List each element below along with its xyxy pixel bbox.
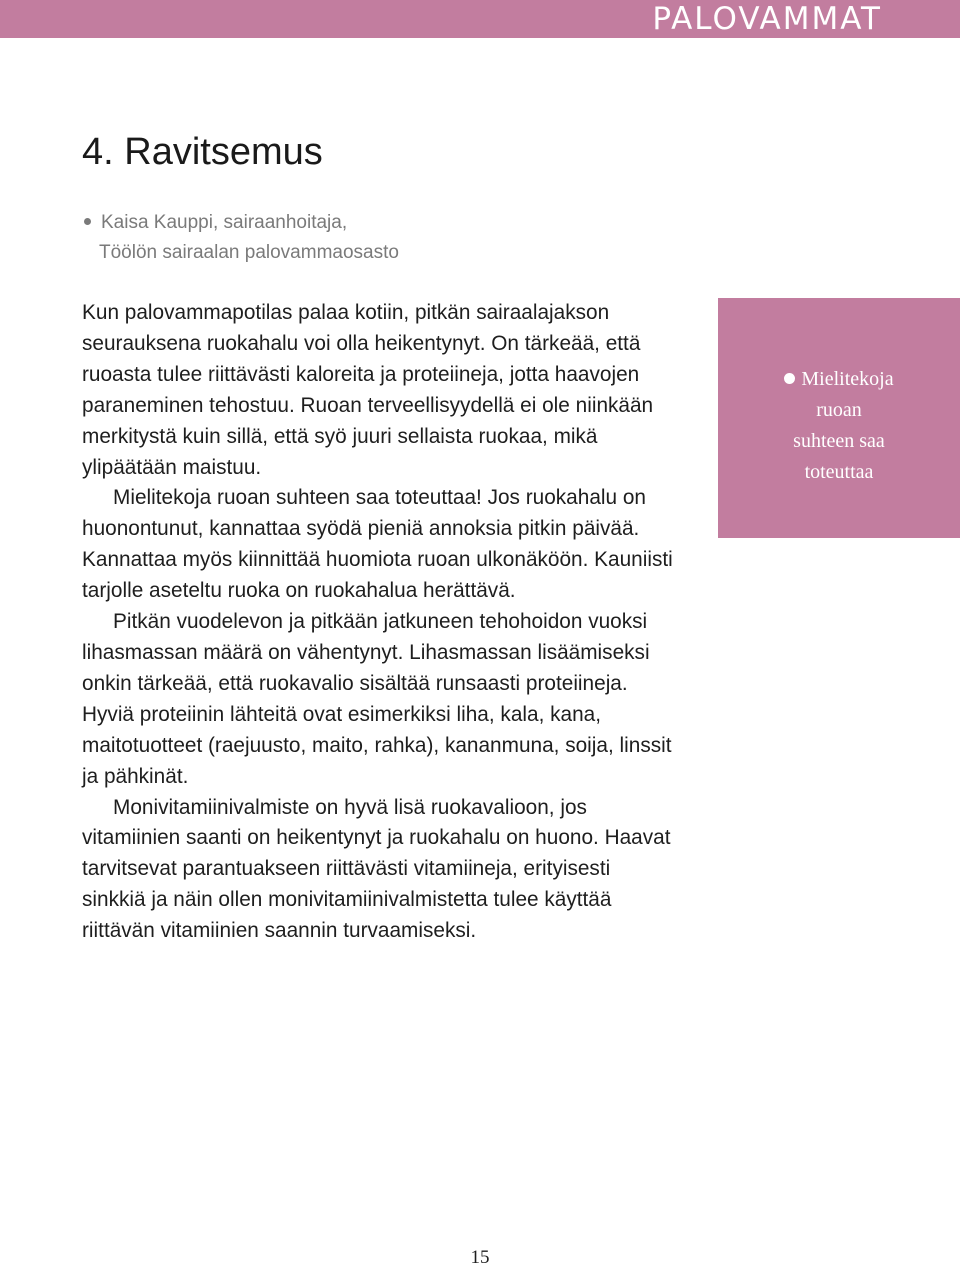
pull-quote-line-3: suhteen saa — [793, 430, 885, 452]
pull-quote-line-1: Mielitekoja — [801, 368, 894, 390]
bullet-icon — [784, 373, 795, 384]
section-title: PALOVAMMAT — [652, 1, 882, 37]
pull-quote-text — [718, 364, 960, 488]
paragraph-3: Pitkän vuodelevon ja pitkään jatkuneen tehohoidon vuoksi lihasmassan määrä on vähentynyt. Lihasmassan lisäämiseksi onkin tärkeää, että ruokavalio sisältää runsaasti proteiineja. Hyviä proteiinin lähteitä ovat esimerkiksi liha, kala, kana, maitotuotteet (raejuusto, maito, rahka), kananmuna, soija, linssit ja pähkinät. — [82, 610, 672, 788]
header-bar — [0, 0, 960, 38]
author-affiliation-line: Töölön sairaalan palovammaosasto — [99, 242, 399, 263]
pull-quote-line-2: ruoan — [816, 399, 862, 421]
paragraph-1: Kun palovammapotilas palaa kotiin, pitkän sairaalajakson seurauksena ruokahalu voi olla heikentynyt. On tärkeää, että ruoasta tulee riittävästi kaloreita ja proteiineja, jotta haavojen paraneminen tehostuu. Ruoan terveellisyydellä ei ole niinkään merkitystä kuin sillä, että syö juuri sellaista ruokaa, mikä ylipäätään maistuu. — [82, 301, 654, 479]
pull-quote-box — [718, 298, 960, 538]
author-name-line: Kaisa Kauppi, sairaanhoitaja, — [101, 212, 348, 233]
paragraph-4: Monivitamiinivalmiste on hyvä lisä ruokavalioon, jos vitamiinien saanti on heikentynyt ja ruokahalu on huono. Haavat tarvitsevat parantuakseen riittävästi vitamiineja, erityisesti sinkkiä ja näin ollen monivitamiinivalmistetta tulee käyttää riittävän vitamiinien saannin turvaamiseksi. — [82, 795, 671, 943]
chapter-title: 4. Ravitsemus — [82, 131, 323, 173]
page-number: 15 — [470, 1247, 490, 1268]
pull-quote-line-4: toteuttaa — [804, 461, 874, 483]
article-body — [82, 298, 678, 947]
bullet-icon — [84, 218, 91, 225]
author-credit — [82, 208, 399, 268]
paragraph-2: Mielitekoja ruoan suhteen saa toteuttaa! Jos ruokahalu on huonontunut, kannattaa syödä pieniä annoksia pitkin päivää. Kannattaa myös kiinnittää huomiota ruoan ulkonäköön. Kauniisti tarjolle aseteltu ruoka on ruokahalua herättävä. — [82, 486, 673, 603]
